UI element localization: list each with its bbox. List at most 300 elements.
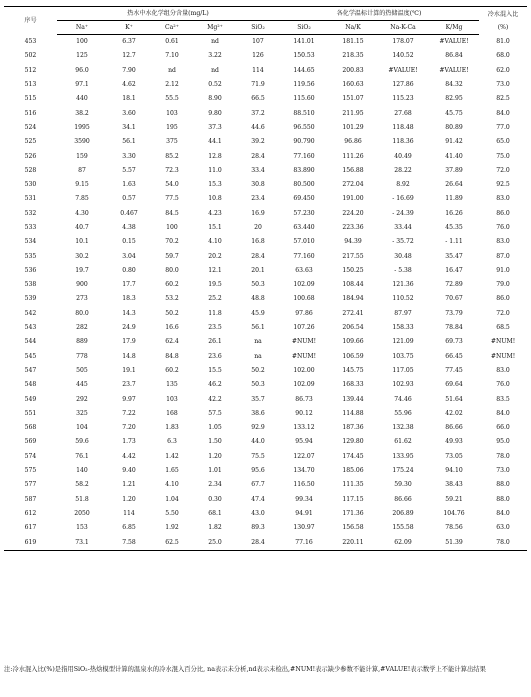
table-row [4,64,527,78]
table-cell: 34.1 [122,123,136,131]
table-cell: 15.1 [208,224,222,231]
table-cell: 7.90 [122,66,136,74]
table-cell: 127.86 [392,81,414,89]
table-cell: 1.83 [165,424,179,432]
table-cell: 7.10 [165,52,179,60]
table-cell: 85.2 [165,152,179,160]
table-cell: 81.0 [496,37,510,45]
table-cell: 0.30 [208,495,222,503]
table-cell: 191.00 [342,195,364,203]
table-cell: 200.83 [342,66,364,74]
table-cell: 104.76 [443,509,465,517]
table-cell: 132.38 [392,424,414,432]
table-cell: 159 [76,152,88,160]
table-cell: 543 [24,324,37,332]
header-col: K/Mg [429,21,479,35]
table-cell: 73.1 [57,535,107,550]
table-row [4,478,527,492]
table-cell: 88.0 [496,495,510,503]
table-cell: 16.9 [251,209,265,217]
table-cell: 59.7 [165,252,179,260]
table-cell: 44.6 [251,123,265,131]
table-cell: 11.8 [208,309,222,317]
table-cell: 545 [24,352,37,360]
table-cell: 83.890 [293,166,315,174]
table-cell: 77.160 [293,152,315,160]
table-cell: 40.7 [75,224,89,231]
table-cell: 77.45 [445,366,463,374]
table-cell: 96.550 [293,123,315,131]
table-cell: 9.40 [122,467,136,475]
table-cell: - 1.11 [445,238,463,246]
table-cell: 217.55 [342,252,364,260]
table-cell: 549 [24,395,37,403]
table-cell: 78.84 [445,324,463,332]
table-row [4,335,527,349]
table-cell: 16.47 [445,266,463,274]
table-cell: 568 [24,424,37,432]
table-cell: 37.2 [251,109,265,117]
table-cell: 20 [254,224,262,231]
table-cell: 114 [123,509,135,517]
table-cell: 86.0 [496,295,510,303]
table-cell: 130.97 [293,524,315,532]
table-cell: 62.4 [165,338,179,346]
table-cell: 8.90 [208,95,222,103]
table-cell: 889 [76,338,88,346]
table-cell: 577 [24,481,37,489]
table-cell: 218.35 [342,52,364,60]
table-cell: - 24.39 [392,209,414,217]
table-cell: 96.0 [75,66,89,74]
table-cell: 195 [166,123,178,131]
table-cell: 72.3 [165,166,179,174]
table-cell: #VALUE! [388,66,418,74]
table-cell: 160.63 [342,81,364,89]
table-cell: 49.93 [445,438,463,446]
table-cell: 223.36 [342,224,364,231]
table-cell: 445 [76,381,88,389]
table-cell: 97.1 [75,81,89,89]
table-cell: 58.2 [75,481,89,489]
table-cell: 28.4 [251,152,265,160]
table-cell: 574 [24,452,37,460]
table-cell: 100 [166,224,178,231]
table-cell: 220.11 [329,535,377,550]
table-cell: 75.5 [251,452,265,460]
table-cell: 30.2 [75,252,89,260]
table-row [4,278,527,292]
table-cell: 107.26 [293,324,315,332]
table-cell: 80.500 [293,181,315,189]
table-cell: 71.9 [251,81,265,89]
table-cell: 92.5 [496,181,510,189]
table-cell: 575 [24,467,37,475]
table-cell: 19.5 [208,281,222,289]
table-cell: 1.73 [122,438,136,446]
table-cell: 69.450 [293,195,315,203]
table-cell: 516 [24,109,37,117]
table-cell: 83.0 [496,238,510,246]
table-row [4,178,527,192]
table-row [4,435,527,449]
table-cell: 5.57 [122,166,136,174]
table-cell: 9.97 [122,395,136,403]
table-cell: 440 [76,95,88,103]
table-cell: nd [168,66,176,74]
table-cell: 17.7 [122,281,136,289]
table-cell: 150.25 [342,266,364,274]
table-cell: 525 [24,138,37,146]
header-col: SiO₂ [279,21,329,35]
table-cell: 72.0 [496,166,510,174]
table-cell: 512 [24,66,37,74]
header-col: Na-K-Ca [377,21,429,35]
table-cell: 75.0 [496,152,510,160]
table-cell: 102.09 [293,281,315,289]
table-cell: 100.68 [293,295,315,303]
table-cell: 156.88 [342,166,364,174]
table-cell: 1.63 [122,181,136,189]
table-cell: 27.68 [394,109,412,117]
table-cell: 60.2 [165,281,179,289]
table-cell: 104 [76,424,88,432]
table-row [4,407,527,421]
table-cell: 375 [166,138,178,146]
table-cell: 111.35 [342,481,364,489]
table-cell: 95.6 [251,467,265,475]
table-cell: 50.3 [251,281,265,289]
table-cell: 45.75 [445,109,463,117]
table-cell: 3.22 [208,52,222,60]
table-cell: 513 [24,81,37,89]
table-cell: 1.42 [165,452,179,460]
table-cell: 90.790 [293,138,315,146]
table-cell: 103 [166,109,178,117]
table-cell: 114 [252,66,264,74]
table-cell: 587 [24,495,37,503]
table-cell: 35.7 [251,395,265,403]
table-cell: 7.58 [107,535,151,550]
table-cell: 126 [252,52,264,60]
table-cell: 2.34 [208,481,222,489]
table-row [4,49,527,63]
table-cell: 54.0 [165,181,179,189]
table-cell: 539 [24,295,37,303]
table-row [4,350,527,364]
table-cell: 67.7 [251,481,265,489]
table-cell: na [254,352,262,360]
table-row [4,121,527,135]
table-cell: 15.3 [208,181,222,189]
table-cell: 135 [166,381,178,389]
table-cell: 7.85 [75,195,89,203]
table-cell: 37.89 [445,166,463,174]
table-cell: 11.89 [445,195,463,203]
table-row [4,421,527,435]
table-cell: 542 [24,309,37,317]
table-cell: 4.10 [165,481,179,489]
table-cell: 57.010 [293,238,315,246]
table-cell: #VALUE! [439,66,469,74]
table-cell: 224.20 [342,209,364,217]
table-cell: 116.50 [293,481,315,489]
table-cell: 86.66 [394,495,412,503]
table-cell: 900 [76,281,88,289]
table-cell: 4.30 [75,209,89,217]
table-cell: 12.8 [208,152,222,160]
table-row [4,450,527,464]
table-cell: 43.0 [251,509,265,517]
table-cell: 68.0 [496,52,510,60]
table-cell: 60.2 [165,366,179,374]
table-cell: 80.0 [165,266,179,274]
table-cell: 612 [24,509,37,517]
table-row [4,507,527,521]
table-cell: 86.0 [496,209,510,217]
table-cell: 534 [24,238,37,246]
table-cell: 73.0 [496,81,510,89]
table-cell: 10.1 [75,238,89,246]
table-cell: nd [211,38,219,46]
table-cell: 94.10 [445,467,463,475]
table-cell: 73.05 [445,452,463,460]
table-cell: 7.20 [122,424,136,432]
table-cell: 86.66 [445,424,463,432]
table-cell: 551 [24,409,37,417]
header-col: SiO₂ [237,21,279,35]
table-cell: 140 [76,467,88,475]
table-cell: 99.34 [295,495,313,503]
table-cell: 272.41 [342,309,364,317]
table-cell: 12.1 [208,266,222,274]
table-cell: 82.5 [496,95,510,103]
table-cell: 110.52 [392,295,414,303]
table-cell: 61.62 [394,438,412,446]
table-cell: 548 [24,381,37,389]
table-cell: 114.88 [342,409,364,417]
table-cell: 20.2 [208,252,222,260]
table-cell: 155.58 [392,524,414,532]
table-cell: 68.5 [496,324,510,332]
table-cell: 51.39 [429,535,479,550]
table-row [4,35,527,50]
table-cell: 33.44 [394,224,412,231]
header-columns-row [4,21,527,35]
table-cell: - 5.38 [394,266,412,274]
table-cell: 57.230 [293,209,315,217]
table-cell: - 16.69 [392,195,414,203]
table-cell: 617 [24,524,37,532]
table-cell: 0.61 [165,38,179,46]
table-cell: 66.5 [251,95,265,103]
table-cell: 1.50 [208,438,222,446]
table-cell: 63.0 [496,524,510,532]
table-cell: 139.44 [342,395,364,403]
table-cell: 2.12 [165,81,179,89]
table-cell: 83.0 [496,366,510,374]
header-col: Na⁺ [57,21,107,35]
table-cell: 66.45 [445,352,463,360]
table-cell: 544 [24,338,37,346]
table-cell: 55.5 [165,95,179,103]
table-cell: 78.56 [445,524,463,532]
table-cell: 83.5 [496,395,510,403]
table-cell: 187.36 [342,424,364,432]
table-cell: 1.04 [165,495,179,503]
table-cell: 7.22 [122,409,136,417]
table-cell: 80.0 [75,309,89,317]
table-cell: 156.58 [342,524,364,532]
table-cell: 151.07 [342,95,364,103]
table-row [4,292,527,306]
table-cell: 38.2 [75,109,89,117]
table-row [4,92,527,106]
table-cell: 144.65 [293,66,315,74]
table-cell: 118.48 [392,123,414,131]
table-cell: 30.8 [251,181,265,189]
table-cell: 84.0 [496,409,510,417]
table-cell: 80.89 [445,123,463,131]
table-cell: 62.5 [151,535,193,550]
table-cell: 41.40 [445,152,463,160]
table-cell: 50.2 [165,309,179,317]
table-cell: 16.26 [445,209,463,217]
table-cell: 1.92 [165,524,179,532]
table-cell: 206.54 [342,324,364,332]
table-cell: 45.9 [251,309,265,317]
table-cell: 77.0 [496,123,510,131]
table-cell: 74.46 [394,395,412,403]
table-cell: 4.10 [208,238,222,246]
table-cell: 505 [76,366,88,374]
table-cell: 59.21 [445,495,463,503]
table-cell: 107 [252,38,264,46]
table-cell: 502 [24,52,37,60]
table-cell: 55.96 [394,409,412,417]
header-group-temp: 各化学温标计算的热储温度(℃) [279,7,479,21]
table-cell: 273 [76,295,88,303]
header-col: Na/K [329,21,377,35]
table-cell: 69.64 [445,381,463,389]
table-cell: 17.9 [122,338,136,346]
table-cell: 42.02 [445,409,463,417]
table-cell: 2050 [74,509,90,517]
table-cell: 37.3 [208,123,222,131]
table-cell: 117.15 [342,495,364,503]
table-row [4,78,527,92]
table-cell: 1.05 [208,424,222,432]
table-row [4,321,527,335]
table-cell: 53.2 [165,295,179,303]
table-cell: 92.9 [251,424,265,432]
table-cell: #VALUE! [439,38,469,46]
table-cell: 28.4 [237,535,279,550]
header-mix-ratio [479,7,527,35]
table-cell: 87.97 [394,309,412,317]
table-cell: 178.07 [392,38,414,46]
table-cell: 16.6 [165,324,179,332]
table-cell: 18.1 [122,95,136,103]
table-cell: 39.2 [251,138,265,146]
table-cell: 84.5 [165,209,179,217]
table-cell: 16.8 [251,238,265,246]
table-cell: 86.73 [295,395,313,403]
table-cell: 78.0 [479,535,527,550]
table-row [4,106,527,120]
table-cell: 56.1 [251,324,265,332]
table-cell: 175.24 [392,467,414,475]
table-cell: 94.39 [344,238,362,246]
table-cell: 1995 [74,123,90,131]
table-cell: 15.5 [208,366,222,374]
table-cell: 76.0 [496,224,510,231]
table-cell: 82.95 [445,95,463,103]
table-cell: 569 [24,438,37,446]
header-col: Ca²⁺ [151,21,193,35]
table-cell: 66.0 [496,424,510,432]
table-cell: 1.01 [208,467,222,475]
table-cell: 3.04 [122,252,136,260]
table-cell: 95.94 [295,438,313,446]
table-cell: 102.09 [293,381,315,389]
table-cell: 50.2 [251,366,265,374]
table-cell: 69.73 [445,338,463,346]
table-row [4,521,527,535]
geothermometer-table [4,6,527,551]
header-group-chem: 热水中水化学组分含量(mg/L) [57,7,279,21]
table-row [4,164,527,178]
table-cell: 62.0 [496,66,510,74]
table-cell: 86.84 [445,52,463,60]
table-cell: 70.67 [445,295,463,303]
table-cell: 1.20 [122,495,136,503]
table-cell: 184.94 [342,295,364,303]
table-row [4,192,527,206]
header-col: Mg²⁺ [193,21,237,35]
table-cell: 97.86 [295,309,313,317]
table-row [4,149,527,163]
table-cell: 83.0 [496,195,510,203]
table-cell: 96.86 [344,138,362,146]
table-cell: 115.60 [293,95,315,103]
table-cell: 24.9 [122,324,136,332]
table-cell: 14.3 [122,309,136,317]
table-cell: 88.0 [496,481,510,489]
table-cell: 118.36 [392,138,414,146]
table-cell: 531 [24,195,37,203]
table-cell: 25.2 [208,295,222,303]
table-cell: 65.0 [496,138,510,146]
table-footnote: 注:冷水混入比(%)是指用SiO₂-热焓模型计算的温泉水的冷水混入百分比, na表示未分析,nd表示未检出,#NUM!表示缺少参数不能计算,#VALUE!表示数学上不能计算出结果 [4,666,486,673]
table-cell: 18.3 [122,295,136,303]
table-cell: 84.8 [165,352,179,360]
table-cell: 10.8 [208,195,222,203]
table-cell: 119.56 [293,81,315,89]
table-cell: 12.7 [122,52,136,60]
table-cell: 84.0 [496,509,510,517]
table-cell: 40.49 [394,152,412,160]
table-row [4,307,527,321]
table-cell: 121.36 [392,281,414,289]
table-cell: 46.2 [208,381,222,389]
table-cell: 1.21 [122,481,136,489]
table-cell: 9.15 [75,181,89,189]
table-row [4,249,527,263]
table-cell: #NUM! [490,352,516,360]
table-cell: 158.33 [392,324,414,332]
table-cell: 526 [24,152,37,160]
